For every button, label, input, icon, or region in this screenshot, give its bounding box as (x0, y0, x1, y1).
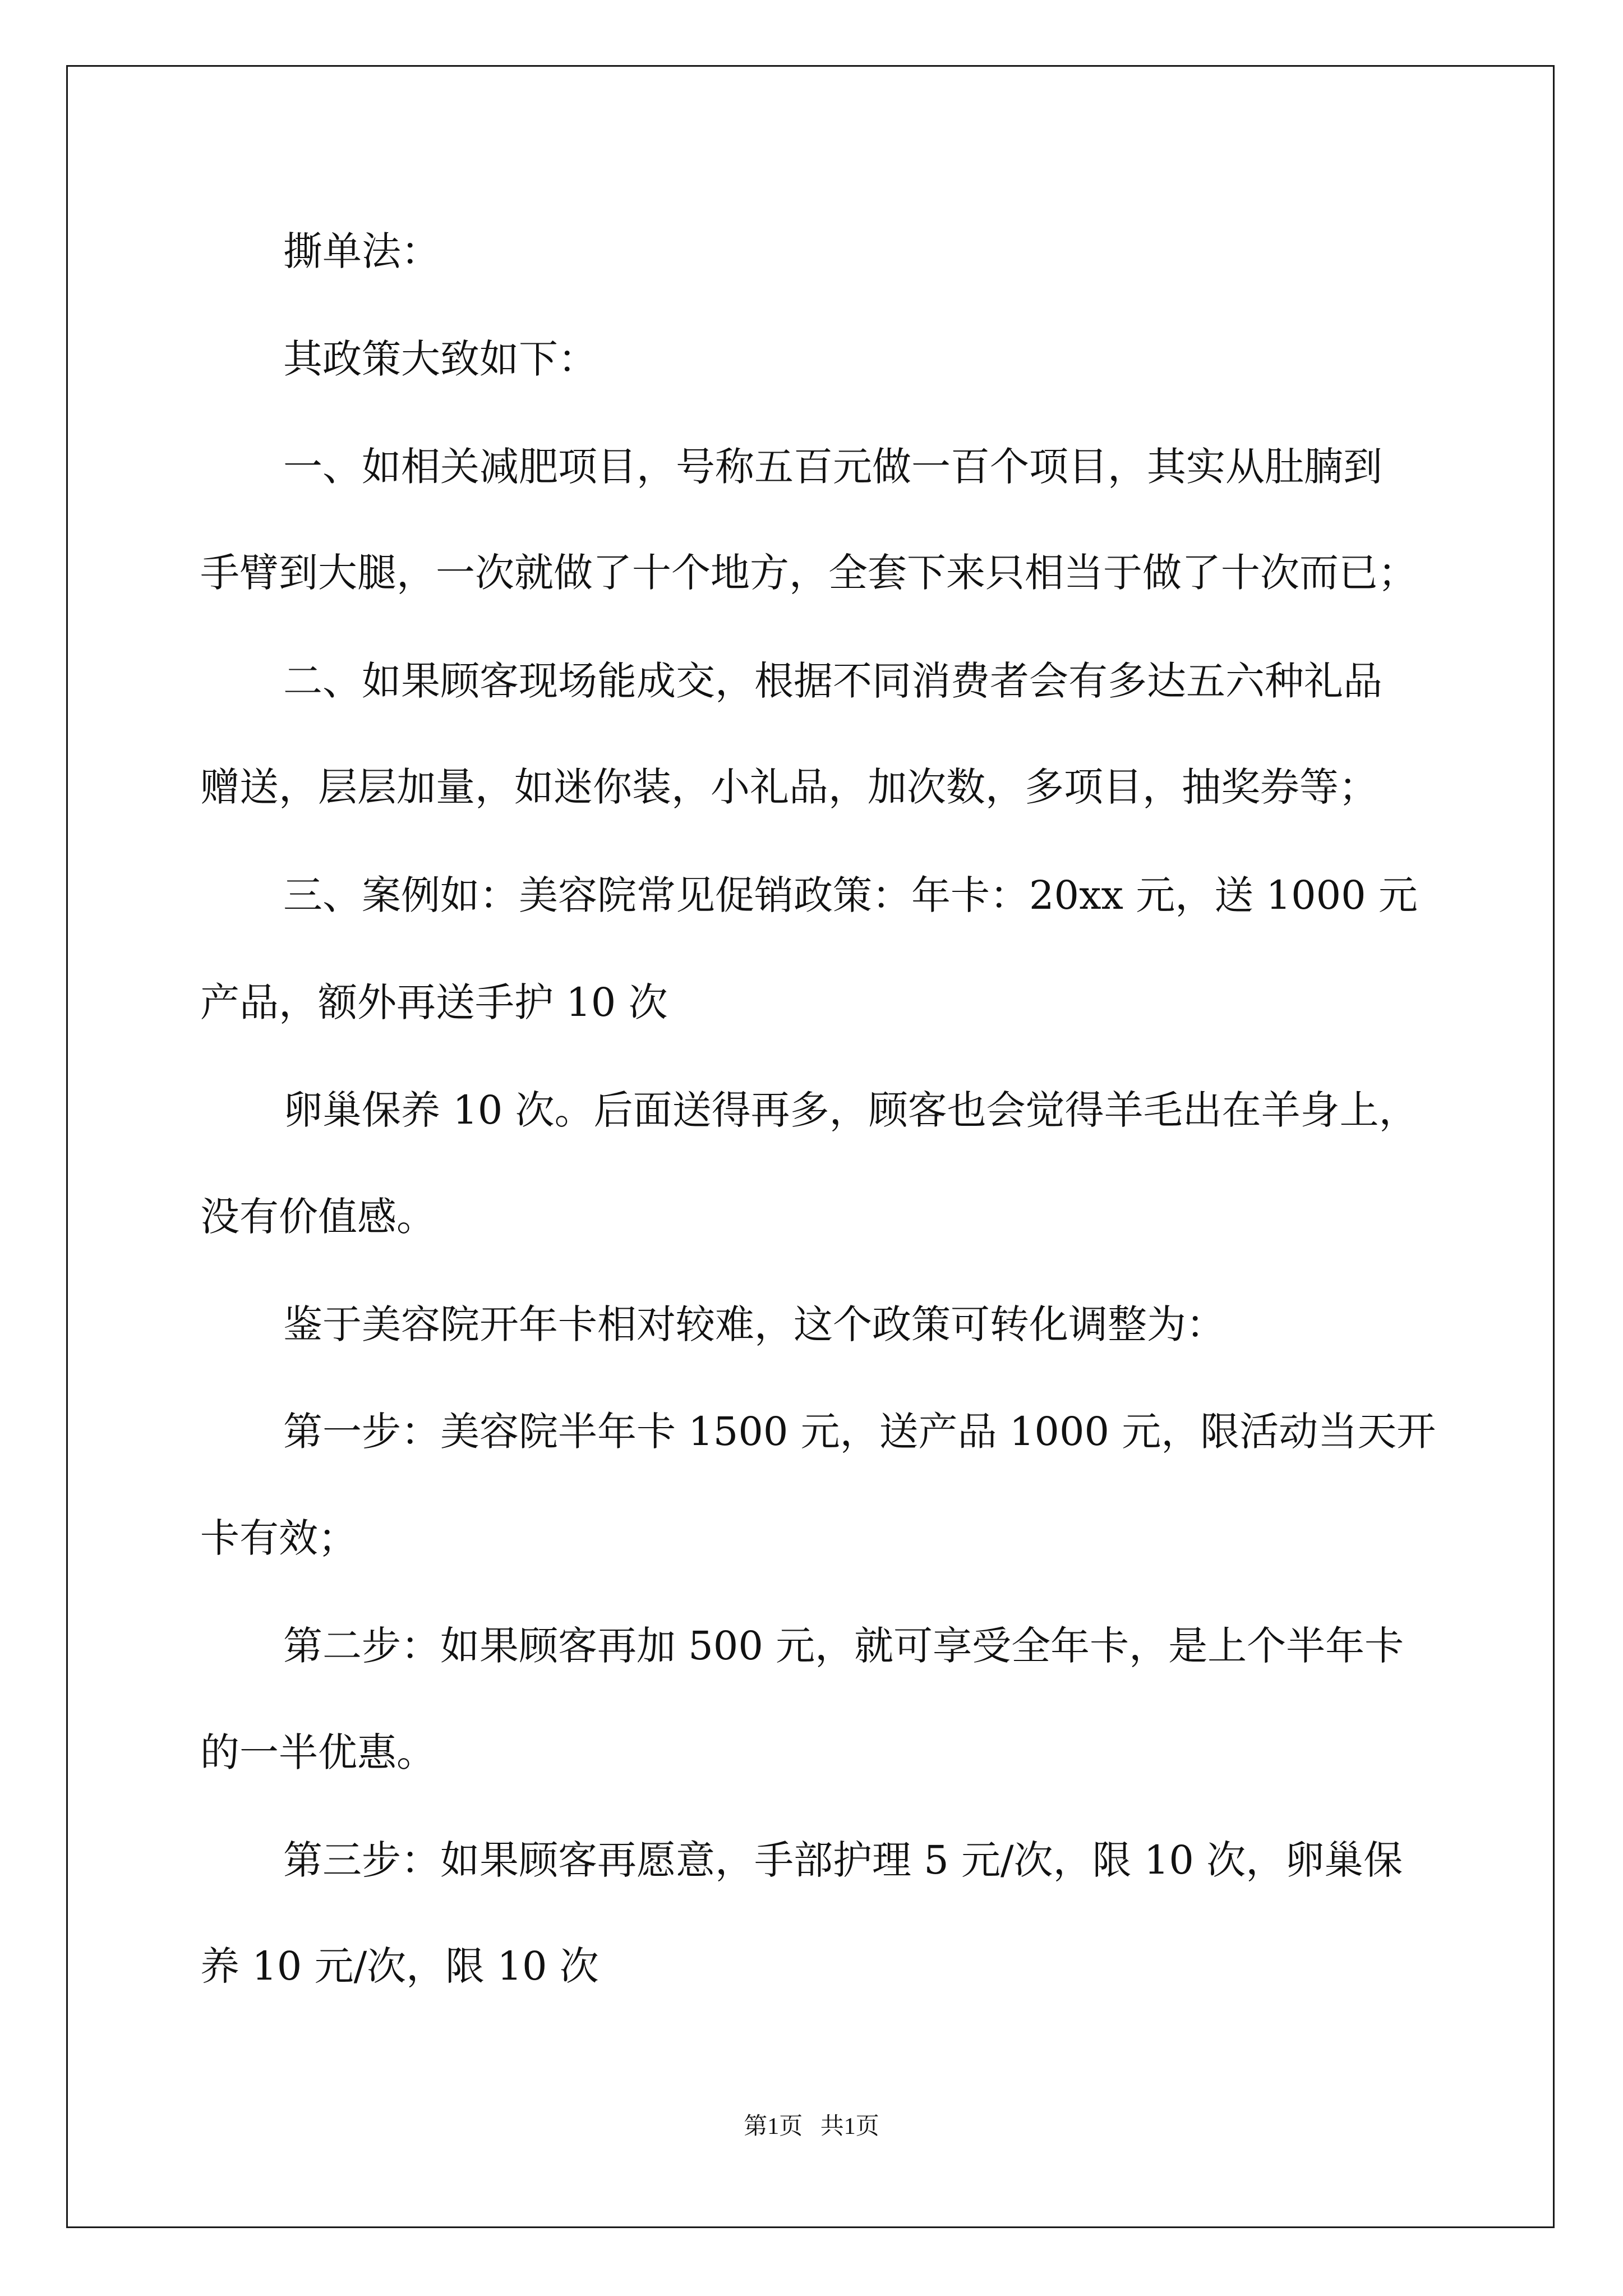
paragraph-step-two-continued: 的一半优惠。 (200, 1729, 436, 1775)
paragraph-step-three-continued: 养 10 元/次，限 10 次 (200, 1943, 599, 1989)
paragraph-policy-intro: 其政策大致如下： (283, 336, 597, 382)
paragraph-ovary-care: 卵巢保养 10 次。后面送得再多，顾客也会觉得羊毛出在羊身上， (283, 1087, 1418, 1133)
paragraph-item-two: 二、如果顾客现场能成交，根据不同消费者会有多达五六种礼品 (283, 658, 1382, 704)
paragraph-step-one: 第一步：美容院半年卡 1500 元，送产品 1000 元，限活动当天开 (283, 1409, 1436, 1455)
paragraph-step-one-continued: 卡有效； (200, 1515, 357, 1561)
paragraph-item-two-continued: 赠送，层层加量，如迷你装，小礼品，加次数，多项目，抽奖券等； (200, 764, 1378, 810)
paragraph-adjustment: 鉴于美容院开年卡相对较难，这个政策可转化调整为： (283, 1301, 1225, 1347)
page-border (66, 65, 1555, 2228)
paragraph-step-two: 第二步：如果顾客再加 500 元，就可享受全年卡，是上个半年卡 (283, 1623, 1404, 1669)
paragraph-step-three: 第三步：如果顾客再愿意，手部护理 5 元/次，限 10 次，卵巢保 (283, 1837, 1403, 1883)
paragraph-item-three: 三、案例如：美容院常见促销政策：年卡：20xx 元，送 1000 元 (283, 872, 1418, 918)
paragraph-item-three-continued: 产品，额外再送手护 10 次 (200, 979, 668, 1025)
page-footer: 第1页 共1页 (744, 2114, 879, 2139)
paragraph-heading-sidan: 撕单法： (283, 228, 440, 274)
paragraph-ovary-care-continued: 没有价值感。 (200, 1194, 436, 1240)
paragraph-item-one: 一、如相关减肥项目，号称五百元做一百个项目，其实从肚腩到 (283, 444, 1382, 490)
paragraph-item-one-continued: 手臂到大腿，一次就做了十个地方，全套下来只相当于做了十次而已； (200, 550, 1417, 596)
